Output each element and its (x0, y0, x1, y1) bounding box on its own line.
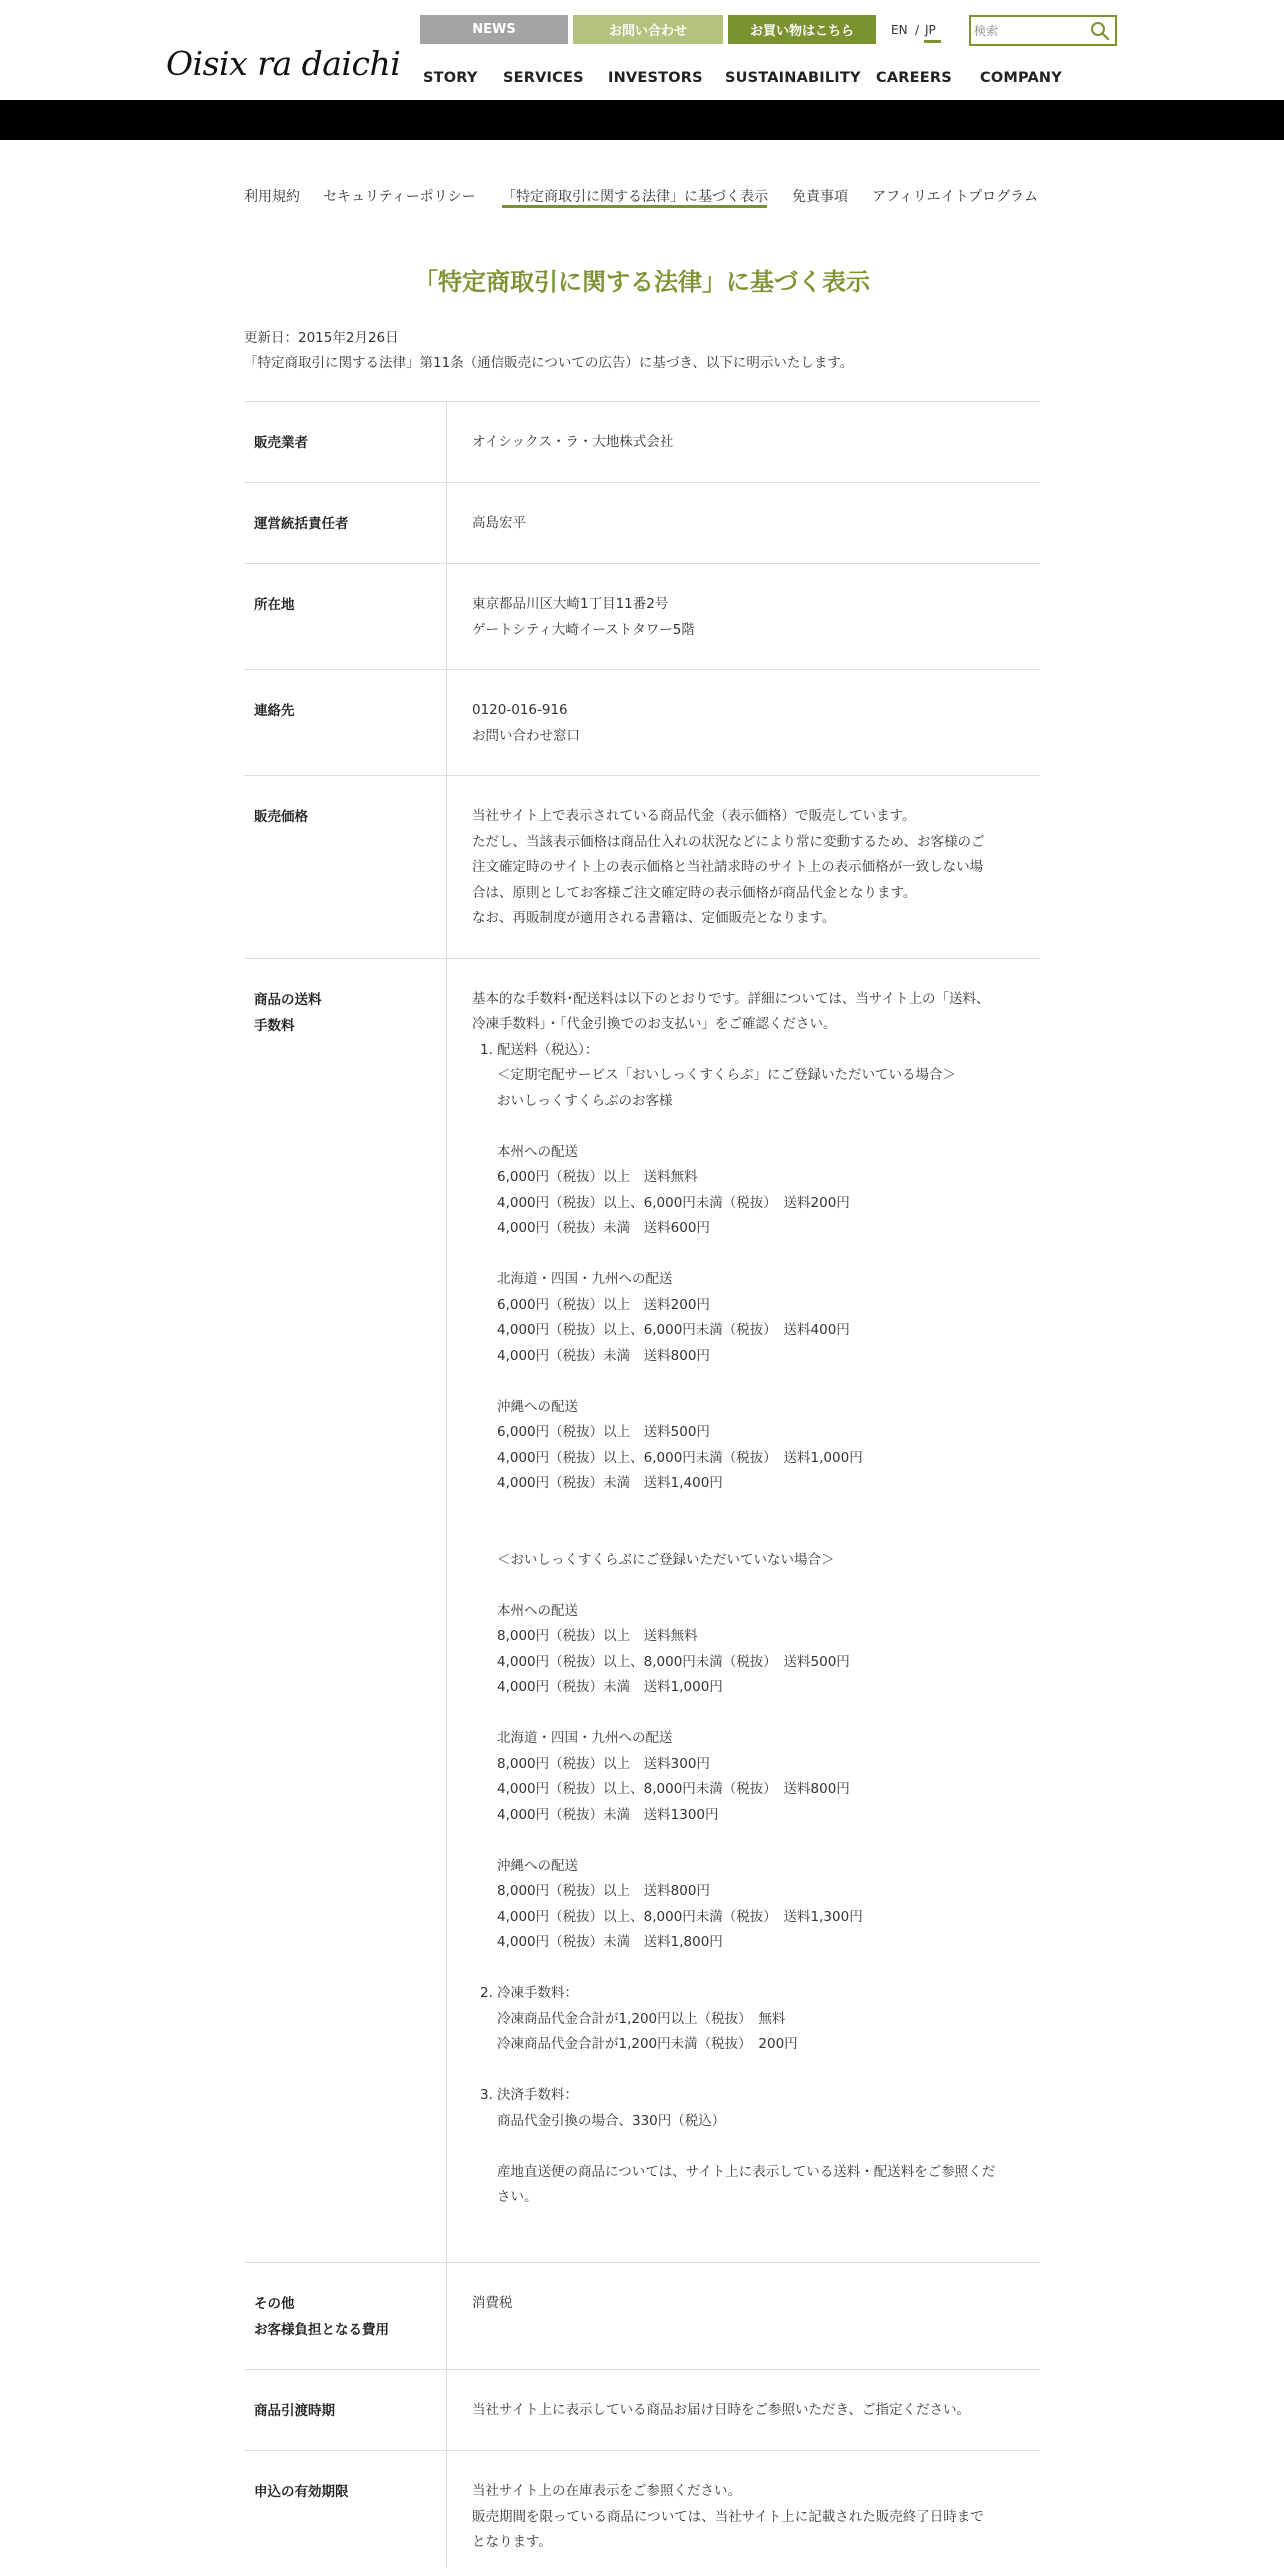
row-value: 消費税 (472, 2295, 513, 2311)
text-line: ＜定期宅配サービス「おいしっくすくらぶ」にご登録いただいている場合＞ (497, 1067, 956, 1083)
text-line: ＜おいしっくすくらぶにご登録いただいていない場合＞ (497, 1551, 835, 1568)
row-value: オイシックス・ラ・大地株式会社 (472, 434, 674, 450)
row-value (447, 2451, 1040, 2568)
text-line: 8,000円（税抜）以上 送料800円 (497, 1883, 710, 1899)
text-line: 6,000円（税抜）以上 送料200円 (497, 1296, 710, 1313)
text-line: 4,000円（税抜）未満 送料800円 (497, 1347, 710, 1364)
spacer (497, 1114, 1020, 1140)
row-label-line: お客様負担となる費用 (254, 2322, 389, 2338)
table-row (244, 483, 1040, 564)
contact-button[interactable]: お問い合わせ (573, 15, 723, 44)
row-label: 所在地 (244, 564, 447, 669)
spacer (497, 1956, 1020, 1982)
list-number: 2. (480, 1985, 493, 2001)
address-line: ゲートシティ大崎イーストタワー5階 (472, 621, 695, 638)
text-line: 4,000円（税抜）未満 送料1,800円 (497, 1934, 723, 1950)
lang-en-link[interactable]: EN (891, 23, 908, 37)
table-row (244, 564, 1040, 670)
subnav-active-indicator (502, 205, 767, 208)
row-value: 高島宏平 (472, 515, 526, 531)
text-line: 沖縄への配送 (497, 1857, 578, 1874)
row-value: 当社サイト上に表示している商品お届け日時をご参照いただき、ご指定ください。 (472, 2402, 971, 2418)
spacer (497, 2058, 1020, 2084)
row-label (244, 2263, 447, 2369)
text-line: 6,000円（税抜）以上 送料500円 (497, 1424, 710, 1440)
list-item (472, 1038, 1020, 1982)
row-value (447, 670, 1040, 775)
subnav-commercial-law[interactable]: 「特定商取引に関する法律」に基づく表示 (502, 189, 768, 205)
spacer (497, 1369, 1020, 1395)
spacer (497, 2211, 1020, 2237)
nav-investors[interactable]: INVESTORS (608, 70, 703, 86)
text-line: 注文確定時のサイト上の表示価格と当社請求時のサイト上の表示価格が一致しない場 (472, 859, 984, 875)
row-value (447, 776, 1040, 958)
row-label: 販売業者 (244, 402, 447, 482)
row-value (447, 564, 1040, 669)
text-line: 4,000円（税抜）未満 送料1,400円 (497, 1475, 723, 1491)
row-label-line: 商品の送料 (254, 991, 322, 1008)
text-line: おいしっくすくらぶのお客様 (497, 1092, 673, 1109)
text-line: 北海道・四国・九州への配送 (497, 1730, 673, 1746)
news-button[interactable]: NEWS (420, 15, 568, 44)
nav-services[interactable]: SERVICES (503, 70, 584, 86)
row-label: 申込の有効期限 (244, 2451, 447, 2568)
table-row (244, 959, 1040, 2264)
text-line: 4,000円（税抜）以上、8,000円未満（税抜） 送料800円 (497, 1781, 850, 1797)
fee-list (472, 1038, 1020, 2237)
search-input[interactable] (974, 20, 1084, 41)
text-line: 4,000円（税抜）未満 送料600円 (497, 1220, 710, 1236)
list-title: 配送料（税込）： (497, 1041, 599, 1058)
text-line: 本州への配送 (497, 1602, 578, 1619)
search-icon[interactable] (1090, 21, 1110, 41)
text-line: 6,000円（税抜）以上 送料無料 (497, 1169, 698, 1185)
lang-jp-link[interactable]: JP (925, 23, 936, 37)
table-row (244, 2370, 1040, 2451)
table-row (244, 2451, 1040, 2568)
row-label (244, 959, 447, 2263)
list-item (472, 2083, 1020, 2236)
text-line: 冷凍手数料」・「代金引換でのお支払い」をご確認ください。 (472, 1016, 837, 1032)
nav-careers[interactable]: CAREERS (876, 70, 952, 86)
text-line: 商品代金引換の場合、330円（税込） (497, 2112, 726, 2129)
row-label: 運営統括責任者 (244, 483, 447, 563)
spacer (497, 1701, 1020, 1727)
hero-band (0, 100, 1284, 140)
text-line: 産地直送便の商品については、サイト上に表示している送料・配送料をご参照くだ (497, 2163, 996, 2180)
row-label: 販売価格 (244, 776, 447, 958)
contact-window: お問い合わせ窓口 (472, 727, 580, 744)
text-line: 4,000円（税抜）未満 送料1300円 (497, 1806, 719, 1823)
page-title: 「特定商取引に関する法律」に基づく表示 (414, 268, 870, 296)
spacer (497, 2134, 1020, 2160)
address-line: 東京都品川区大崎1丁目11番2号 (472, 596, 669, 612)
site-header (0, 0, 1284, 100)
list-item (472, 1981, 1020, 2083)
text-line: 4,000円（税抜）以上、8,000円未満（税抜） 送料1,300円 (497, 1908, 863, 1925)
text-line: 沖縄への配送 (497, 1398, 578, 1415)
list-title: 冷凍手数料： (497, 1985, 578, 2001)
spacer (497, 1497, 1020, 1548)
nav-company[interactable]: COMPANY (980, 70, 1062, 86)
spacer (497, 1242, 1020, 1268)
text-line: 販売期間を限っている商品については、当社サイト上に記載された販売終了日時まで (472, 2508, 984, 2525)
table-row (244, 2263, 1040, 2370)
text-line: 8,000円（税抜）以上 送料無料 (497, 1628, 698, 1644)
subnav-disclaimer[interactable]: 免責事項 (792, 189, 848, 205)
text-line: 合は、原則としてお客様ご注文確定時の表示価格が商品代金となります。 (472, 884, 917, 901)
text-line: 4,000円（税抜）以上、6,000円未満（税抜） 送料1,000円 (497, 1449, 863, 1466)
contact-phone: 0120-016-916 (472, 702, 568, 718)
row-label: 連絡先 (244, 670, 447, 775)
text-line: 北海道・四国・九州への配送 (497, 1271, 673, 1287)
text-line: となります。 (472, 2534, 552, 2550)
text-line: ただし、当該表示価格は商品仕入れの状況などにより常に変動するため、お客様のご (472, 833, 985, 850)
text-line: 冷凍商品代金合計が1,200円未満（税抜） 200円 (497, 2036, 798, 2052)
text-line: 本州への配送 (497, 1143, 578, 1160)
spacer (497, 1573, 1020, 1599)
row-label: 商品引渡時期 (244, 2370, 447, 2450)
text-line: 基本的な手数料･配送料は以下のとおりです。詳細については、当サイト上の「送料、 (472, 990, 990, 1007)
subnav-terms[interactable]: 利用規約 (244, 189, 300, 205)
nav-sustainability[interactable]: SUSTAINABILITY (725, 70, 861, 86)
text-line: なお、再販制度が適用される書籍は、定価販売となります。 (472, 910, 836, 926)
text-line: 4,000円（税抜）以上、6,000円未満（税抜） 送料400円 (497, 1322, 850, 1338)
text-line: 4,000円（税抜）以上、8,000円未満（税抜） 送料500円 (497, 1653, 850, 1670)
text-line: 8,000円（税抜）以上 送料300円 (497, 1755, 710, 1772)
shop-button[interactable]: お買い物はこちら (728, 15, 876, 44)
table-row (244, 776, 1040, 959)
table-row (244, 670, 1040, 776)
site-logo[interactable]: Oisix ra daichi (166, 44, 401, 83)
text-line: さい。 (497, 2189, 538, 2205)
intro-text: 「特定商取引に関する法律」第11条（通信販売についての広告）に基づき、以下に明示いたします。 (244, 355, 854, 371)
list-title: 決済手数料： (497, 2087, 578, 2103)
spacer (497, 1828, 1020, 1854)
update-date: 更新日：2015年2月26日 (244, 330, 399, 346)
subnav-security-policy[interactable]: セキュリティーポリシー (323, 189, 476, 205)
text-line: 4,000円（税抜）未満 送料1,000円 (497, 1679, 723, 1695)
text-line: 当社サイト上の在庫表示をご参照ください。 (472, 2483, 742, 2499)
lang-active-indicator (924, 40, 941, 43)
list-number: 1. (480, 1041, 493, 1058)
text-line: 当社サイト上で表示されている商品代金（表示価格）で販売しています。 (472, 808, 916, 824)
text-line: 4,000円（税抜）以上、6,000円未満（税抜） 送料200円 (497, 1194, 850, 1211)
table-row (244, 402, 1040, 483)
lang-separator: / (915, 23, 920, 37)
legal-info-table (244, 401, 1040, 2568)
search-box (969, 15, 1117, 46)
list-number: 3. (480, 2087, 493, 2103)
text-line: 冷凍商品代金合計が1,200円以上（税抜） 無料 (497, 2010, 786, 2027)
row-value (447, 959, 1040, 2263)
nav-story[interactable]: STORY (423, 70, 478, 86)
subnav-affiliate[interactable]: アフィリエイトプログラム (872, 189, 1039, 205)
row-label-line: 手数料 (254, 1017, 295, 1034)
row-label-line: その他 (254, 2296, 295, 2312)
